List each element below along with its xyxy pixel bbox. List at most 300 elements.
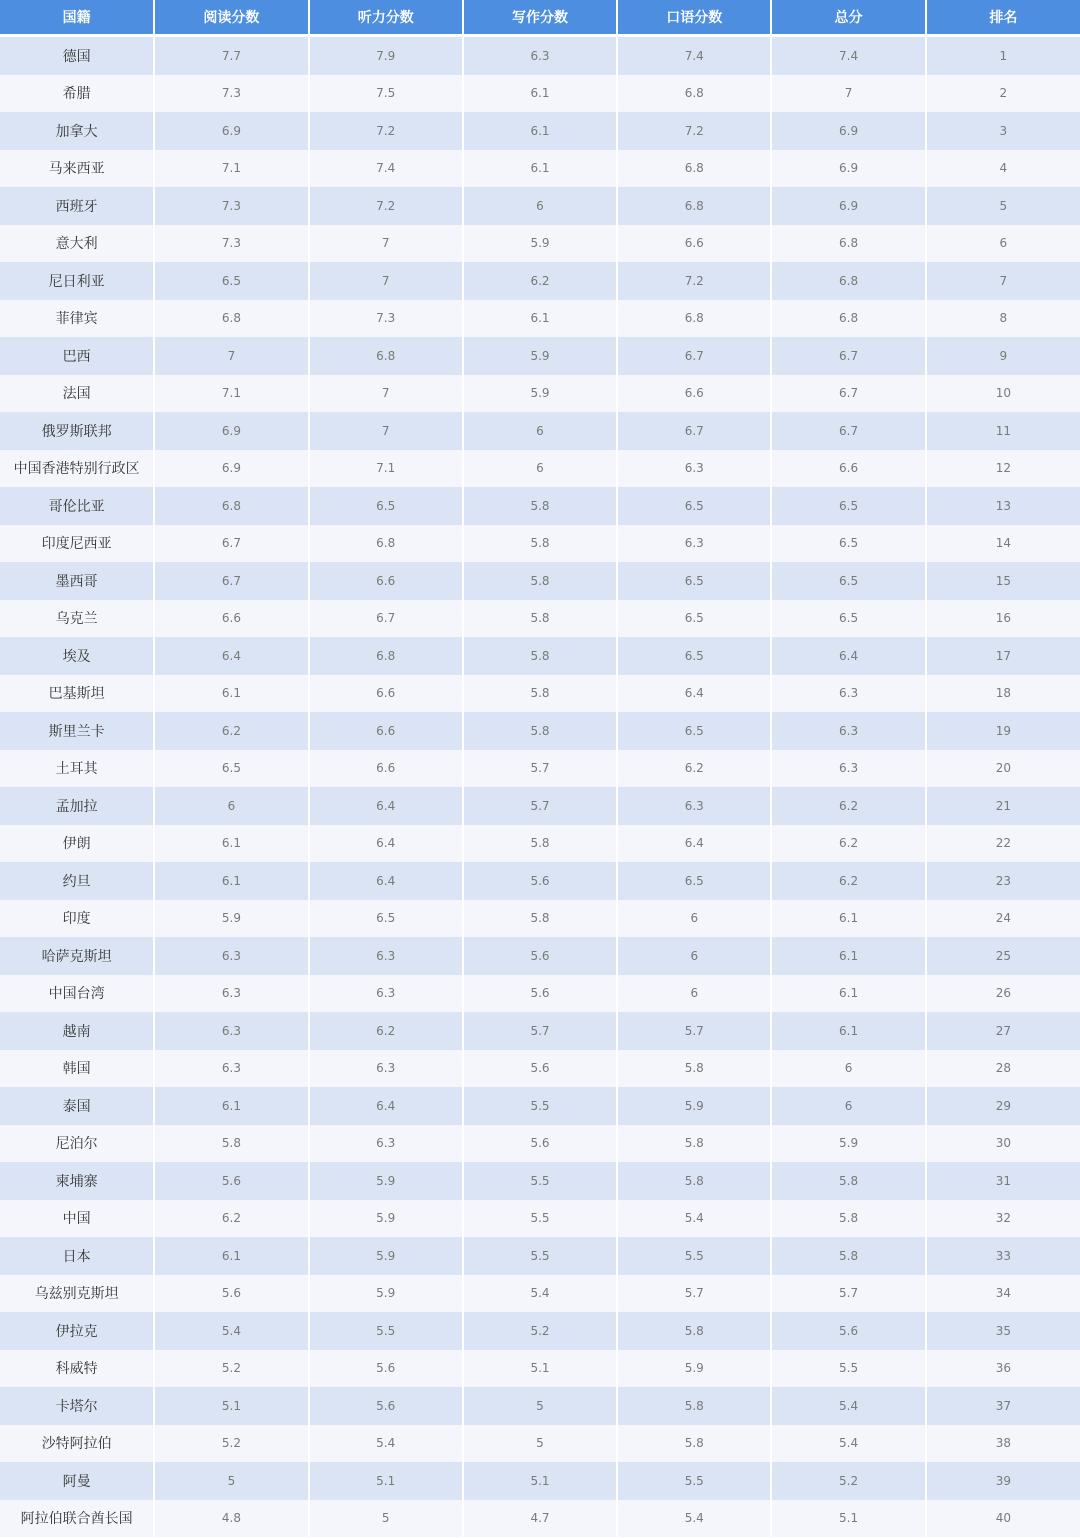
writing-cell: 5.5 [463, 1162, 617, 1200]
reading-cell: 6.5 [154, 262, 308, 300]
country-cell: 卡塔尔 [0, 1387, 154, 1425]
rank-cell: 32 [926, 1200, 1080, 1238]
listening-cell: 6.8 [309, 337, 463, 375]
rank-cell: 26 [926, 975, 1080, 1013]
table-row [0, 487, 1080, 525]
writing-cell: 5.1 [463, 1350, 617, 1388]
header-rank: 排名 [926, 0, 1080, 36]
listening-cell: 5.9 [309, 1200, 463, 1238]
writing-cell: 6.1 [463, 112, 617, 150]
reading-cell: 7.1 [154, 375, 308, 413]
listening-cell: 5.4 [309, 1425, 463, 1463]
reading-cell: 5.8 [154, 1125, 308, 1163]
writing-cell: 5.5 [463, 1237, 617, 1275]
reading-cell: 7.3 [154, 187, 308, 225]
speaking-cell: 6.7 [617, 412, 771, 450]
country-cell: 阿曼 [0, 1462, 154, 1500]
rank-cell: 18 [926, 675, 1080, 713]
overall-cell: 5.7 [771, 1275, 925, 1313]
table-row [0, 1312, 1080, 1350]
rank-cell: 21 [926, 787, 1080, 825]
speaking-cell: 6.4 [617, 675, 771, 713]
table-row [0, 600, 1080, 638]
country-cell: 伊拉克 [0, 1312, 154, 1350]
speaking-cell: 5.8 [617, 1312, 771, 1350]
header-overall: 总分 [771, 0, 925, 36]
reading-cell: 5.2 [154, 1350, 308, 1388]
header-reading: 阅读分数 [154, 0, 308, 36]
speaking-cell: 5.8 [617, 1162, 771, 1200]
overall-cell: 6.7 [771, 337, 925, 375]
overall-cell: 6.8 [771, 262, 925, 300]
country-cell: 越南 [0, 1012, 154, 1050]
overall-cell: 5.2 [771, 1462, 925, 1500]
listening-cell: 6.6 [309, 562, 463, 600]
rank-cell: 13 [926, 487, 1080, 525]
rank-cell: 30 [926, 1125, 1080, 1163]
country-cell: 加拿大 [0, 112, 154, 150]
overall-cell: 6.6 [771, 450, 925, 488]
header-row [0, 0, 1080, 36]
speaking-cell: 6.2 [617, 750, 771, 788]
speaking-cell: 6.8 [617, 300, 771, 338]
overall-cell: 5.8 [771, 1162, 925, 1200]
overall-cell: 6.7 [771, 412, 925, 450]
country-cell: 哥伦比亚 [0, 487, 154, 525]
reading-cell: 6.9 [154, 450, 308, 488]
reading-cell: 7.3 [154, 225, 308, 263]
table-row [0, 750, 1080, 788]
country-cell: 乌兹别克斯坦 [0, 1275, 154, 1313]
reading-cell: 6.7 [154, 525, 308, 563]
listening-cell: 6.4 [309, 787, 463, 825]
rank-cell: 9 [926, 337, 1080, 375]
speaking-cell: 5.8 [617, 1125, 771, 1163]
speaking-cell: 6.4 [617, 825, 771, 863]
listening-cell: 7.9 [309, 36, 463, 75]
reading-cell: 6.1 [154, 675, 308, 713]
listening-cell: 6.3 [309, 937, 463, 975]
speaking-cell: 7.4 [617, 36, 771, 75]
rank-cell: 14 [926, 525, 1080, 563]
writing-cell: 5.4 [463, 1275, 617, 1313]
country-cell: 伊朗 [0, 825, 154, 863]
listening-cell: 6.6 [309, 750, 463, 788]
country-cell: 法国 [0, 375, 154, 413]
overall-cell: 5.8 [771, 1237, 925, 1275]
speaking-cell: 6.8 [617, 187, 771, 225]
speaking-cell: 5.7 [617, 1012, 771, 1050]
table-row [0, 1500, 1080, 1538]
speaking-cell: 6.5 [617, 562, 771, 600]
country-cell: 菲律宾 [0, 300, 154, 338]
country-cell: 日本 [0, 1237, 154, 1275]
overall-cell: 5.9 [771, 1125, 925, 1163]
listening-cell: 7.4 [309, 150, 463, 188]
rank-cell: 20 [926, 750, 1080, 788]
speaking-cell: 6.7 [617, 337, 771, 375]
table-row [0, 225, 1080, 263]
writing-cell: 5.7 [463, 750, 617, 788]
writing-cell: 5.6 [463, 862, 617, 900]
speaking-cell: 6.6 [617, 225, 771, 263]
country-cell: 中国香港特别行政区 [0, 450, 154, 488]
speaking-cell: 7.2 [617, 112, 771, 150]
listening-cell: 6.8 [309, 637, 463, 675]
rank-cell: 35 [926, 1312, 1080, 1350]
reading-cell: 6.8 [154, 487, 308, 525]
reading-cell: 5.6 [154, 1162, 308, 1200]
overall-cell: 6.1 [771, 975, 925, 1013]
country-cell: 柬埔寨 [0, 1162, 154, 1200]
overall-cell: 6.5 [771, 525, 925, 563]
reading-cell: 7 [154, 337, 308, 375]
table-row [0, 1237, 1080, 1275]
reading-cell: 7.1 [154, 150, 308, 188]
writing-cell: 5.9 [463, 225, 617, 263]
overall-cell: 6.4 [771, 637, 925, 675]
listening-cell: 7.1 [309, 450, 463, 488]
table-row [0, 787, 1080, 825]
reading-cell: 6.3 [154, 1050, 308, 1088]
rank-cell: 12 [926, 450, 1080, 488]
writing-cell: 5.8 [463, 637, 617, 675]
listening-cell: 6.3 [309, 975, 463, 1013]
overall-cell: 6 [771, 1050, 925, 1088]
overall-cell: 5.4 [771, 1425, 925, 1463]
table-row [0, 1200, 1080, 1238]
rank-cell: 4 [926, 150, 1080, 188]
country-cell: 约旦 [0, 862, 154, 900]
reading-cell: 6.1 [154, 1087, 308, 1125]
table-row [0, 1462, 1080, 1500]
speaking-cell: 5.5 [617, 1462, 771, 1500]
speaking-cell: 5.7 [617, 1275, 771, 1313]
rank-cell: 24 [926, 900, 1080, 938]
overall-cell: 6 [771, 1087, 925, 1125]
overall-cell: 6.1 [771, 937, 925, 975]
country-cell: 墨西哥 [0, 562, 154, 600]
rank-cell: 40 [926, 1500, 1080, 1538]
table-row [0, 1050, 1080, 1088]
rank-cell: 34 [926, 1275, 1080, 1313]
header-country: 国籍 [0, 0, 154, 36]
rank-cell: 15 [926, 562, 1080, 600]
rank-cell: 16 [926, 600, 1080, 638]
writing-cell: 6.1 [463, 75, 617, 113]
table-row [0, 300, 1080, 338]
country-cell: 韩国 [0, 1050, 154, 1088]
table-row [0, 562, 1080, 600]
writing-cell: 5.5 [463, 1200, 617, 1238]
rank-cell: 6 [926, 225, 1080, 263]
overall-cell: 7.4 [771, 36, 925, 75]
reading-cell: 6.3 [154, 1012, 308, 1050]
speaking-cell: 7.2 [617, 262, 771, 300]
writing-cell: 5.8 [463, 562, 617, 600]
rank-cell: 31 [926, 1162, 1080, 1200]
speaking-cell: 5.9 [617, 1350, 771, 1388]
table-row [0, 862, 1080, 900]
listening-cell: 6.4 [309, 825, 463, 863]
rank-cell: 10 [926, 375, 1080, 413]
table-row [0, 375, 1080, 413]
overall-cell: 6.1 [771, 900, 925, 938]
reading-cell: 5.6 [154, 1275, 308, 1313]
speaking-cell: 5.4 [617, 1500, 771, 1538]
listening-cell: 6.5 [309, 900, 463, 938]
rank-cell: 3 [926, 112, 1080, 150]
table-row [0, 825, 1080, 863]
country-cell: 科威特 [0, 1350, 154, 1388]
overall-cell: 6.2 [771, 825, 925, 863]
rank-cell: 8 [926, 300, 1080, 338]
overall-cell: 6.3 [771, 750, 925, 788]
writing-cell: 5.8 [463, 900, 617, 938]
writing-cell: 5 [463, 1387, 617, 1425]
speaking-cell: 6.5 [617, 600, 771, 638]
country-cell: 泰国 [0, 1087, 154, 1125]
writing-cell: 5.7 [463, 787, 617, 825]
country-cell: 埃及 [0, 637, 154, 675]
listening-cell: 5.9 [309, 1162, 463, 1200]
table-row [0, 112, 1080, 150]
speaking-cell: 6 [617, 937, 771, 975]
speaking-cell: 5.5 [617, 1237, 771, 1275]
country-cell: 阿拉伯联合酋长国 [0, 1500, 154, 1538]
country-cell: 乌克兰 [0, 600, 154, 638]
listening-cell: 6.7 [309, 600, 463, 638]
rank-cell: 27 [926, 1012, 1080, 1050]
speaking-cell: 6.5 [617, 637, 771, 675]
writing-cell: 5.9 [463, 337, 617, 375]
rank-cell: 33 [926, 1237, 1080, 1275]
speaking-cell: 5.8 [617, 1425, 771, 1463]
writing-cell: 5.6 [463, 1125, 617, 1163]
rank-cell: 7 [926, 262, 1080, 300]
country-cell: 哈萨克斯坦 [0, 937, 154, 975]
country-cell: 尼泊尔 [0, 1125, 154, 1163]
writing-cell: 5.6 [463, 975, 617, 1013]
reading-cell: 5.9 [154, 900, 308, 938]
listening-cell: 7.2 [309, 187, 463, 225]
listening-cell: 6.5 [309, 487, 463, 525]
overall-cell: 5.4 [771, 1387, 925, 1425]
speaking-cell: 6.5 [617, 712, 771, 750]
table-row [0, 150, 1080, 188]
writing-cell: 6 [463, 187, 617, 225]
writing-cell: 6.3 [463, 36, 617, 75]
reading-cell: 4.8 [154, 1500, 308, 1538]
table-row [0, 1012, 1080, 1050]
writing-cell: 6.1 [463, 150, 617, 188]
country-cell: 土耳其 [0, 750, 154, 788]
country-cell: 孟加拉 [0, 787, 154, 825]
table-row [0, 1387, 1080, 1425]
table-row [0, 1087, 1080, 1125]
table-row [0, 675, 1080, 713]
speaking-cell: 6.6 [617, 375, 771, 413]
reading-cell: 6.6 [154, 600, 308, 638]
listening-cell: 5.9 [309, 1237, 463, 1275]
listening-cell: 5 [309, 1500, 463, 1538]
overall-cell: 5.1 [771, 1500, 925, 1538]
reading-cell: 6.5 [154, 750, 308, 788]
reading-cell: 6 [154, 787, 308, 825]
reading-cell: 6.1 [154, 1237, 308, 1275]
country-cell: 沙特阿拉伯 [0, 1425, 154, 1463]
rank-cell: 1 [926, 36, 1080, 75]
rank-cell: 17 [926, 637, 1080, 675]
reading-cell: 6.7 [154, 562, 308, 600]
table-row [0, 1275, 1080, 1313]
listening-cell: 6.6 [309, 712, 463, 750]
writing-cell: 5.9 [463, 375, 617, 413]
writing-cell: 6 [463, 412, 617, 450]
listening-cell: 6.4 [309, 1087, 463, 1125]
reading-cell: 5.2 [154, 1425, 308, 1463]
speaking-cell: 6.3 [617, 525, 771, 563]
reading-cell: 6.3 [154, 975, 308, 1013]
writing-cell: 6.1 [463, 300, 617, 338]
speaking-cell: 5.8 [617, 1387, 771, 1425]
overall-cell: 5.6 [771, 1312, 925, 1350]
rank-cell: 5 [926, 187, 1080, 225]
table-row [0, 900, 1080, 938]
table-row [0, 187, 1080, 225]
reading-cell: 6.9 [154, 412, 308, 450]
reading-cell: 6.1 [154, 862, 308, 900]
rank-cell: 2 [926, 75, 1080, 113]
table-row [0, 1125, 1080, 1163]
speaking-cell: 6.5 [617, 862, 771, 900]
overall-cell: 6.8 [771, 300, 925, 338]
country-cell: 中国 [0, 1200, 154, 1238]
reading-cell: 6.8 [154, 300, 308, 338]
speaking-cell: 5.4 [617, 1200, 771, 1238]
speaking-cell: 6 [617, 900, 771, 938]
listening-cell: 6.6 [309, 675, 463, 713]
writing-cell: 5.8 [463, 600, 617, 638]
listening-cell: 5.9 [309, 1275, 463, 1313]
listening-cell: 5.5 [309, 1312, 463, 1350]
reading-cell: 6.3 [154, 937, 308, 975]
overall-cell: 6.9 [771, 150, 925, 188]
rank-cell: 39 [926, 1462, 1080, 1500]
header-speaking: 口语分数 [617, 0, 771, 36]
writing-cell: 5 [463, 1425, 617, 1463]
table-row [0, 975, 1080, 1013]
reading-cell: 5 [154, 1462, 308, 1500]
country-cell: 希腊 [0, 75, 154, 113]
reading-cell: 7.7 [154, 36, 308, 75]
rank-cell: 37 [926, 1387, 1080, 1425]
writing-cell: 5.8 [463, 825, 617, 863]
speaking-cell: 5.8 [617, 1050, 771, 1088]
country-cell: 印度 [0, 900, 154, 938]
overall-cell: 6.7 [771, 375, 925, 413]
speaking-cell: 6.3 [617, 787, 771, 825]
country-cell: 巴西 [0, 337, 154, 375]
table-body [0, 36, 1080, 1538]
table-row [0, 36, 1080, 75]
writing-cell: 5.8 [463, 487, 617, 525]
writing-cell: 5.8 [463, 712, 617, 750]
table-row [0, 712, 1080, 750]
writing-cell: 5.8 [463, 675, 617, 713]
reading-cell: 6.1 [154, 825, 308, 863]
overall-cell: 6.3 [771, 675, 925, 713]
table-row [0, 450, 1080, 488]
header-listening: 听力分数 [309, 0, 463, 36]
overall-cell: 7 [771, 75, 925, 113]
overall-cell: 6.9 [771, 112, 925, 150]
listening-cell: 7.3 [309, 300, 463, 338]
reading-cell: 6.2 [154, 712, 308, 750]
writing-cell: 5.6 [463, 937, 617, 975]
overall-cell: 5.5 [771, 1350, 925, 1388]
country-cell: 意大利 [0, 225, 154, 263]
rank-cell: 29 [926, 1087, 1080, 1125]
writing-cell: 6 [463, 450, 617, 488]
listening-cell: 7.2 [309, 112, 463, 150]
listening-cell: 7.5 [309, 75, 463, 113]
table-row [0, 412, 1080, 450]
rank-cell: 23 [926, 862, 1080, 900]
rank-cell: 25 [926, 937, 1080, 975]
overall-cell: 6.2 [771, 862, 925, 900]
overall-cell: 6.5 [771, 562, 925, 600]
overall-cell: 6.3 [771, 712, 925, 750]
rank-cell: 11 [926, 412, 1080, 450]
listening-cell: 7 [309, 412, 463, 450]
speaking-cell: 6.8 [617, 150, 771, 188]
overall-cell: 6.5 [771, 487, 925, 525]
speaking-cell: 6.3 [617, 450, 771, 488]
country-cell: 斯里兰卡 [0, 712, 154, 750]
overall-cell: 6.5 [771, 600, 925, 638]
listening-cell: 6.2 [309, 1012, 463, 1050]
listening-cell: 5.1 [309, 1462, 463, 1500]
speaking-cell: 5.9 [617, 1087, 771, 1125]
writing-cell: 5.7 [463, 1012, 617, 1050]
writing-cell: 4.7 [463, 1500, 617, 1538]
speaking-cell: 6.8 [617, 75, 771, 113]
reading-cell: 5.1 [154, 1387, 308, 1425]
reading-cell: 6.2 [154, 1200, 308, 1238]
reading-cell: 7.3 [154, 75, 308, 113]
rank-cell: 22 [926, 825, 1080, 863]
rank-cell: 38 [926, 1425, 1080, 1463]
rank-cell: 36 [926, 1350, 1080, 1388]
table-row [0, 262, 1080, 300]
listening-cell: 5.6 [309, 1350, 463, 1388]
overall-cell: 6.1 [771, 1012, 925, 1050]
table-row [0, 525, 1080, 563]
overall-cell: 6.8 [771, 225, 925, 263]
overall-cell: 5.8 [771, 1200, 925, 1238]
country-cell: 马来西亚 [0, 150, 154, 188]
table-row [0, 937, 1080, 975]
reading-cell: 6.4 [154, 637, 308, 675]
writing-cell: 5.8 [463, 525, 617, 563]
country-cell: 中国台湾 [0, 975, 154, 1013]
table-row [0, 337, 1080, 375]
writing-cell: 5.5 [463, 1087, 617, 1125]
table-row [0, 1350, 1080, 1388]
overall-cell: 6.9 [771, 187, 925, 225]
writing-cell: 5.2 [463, 1312, 617, 1350]
